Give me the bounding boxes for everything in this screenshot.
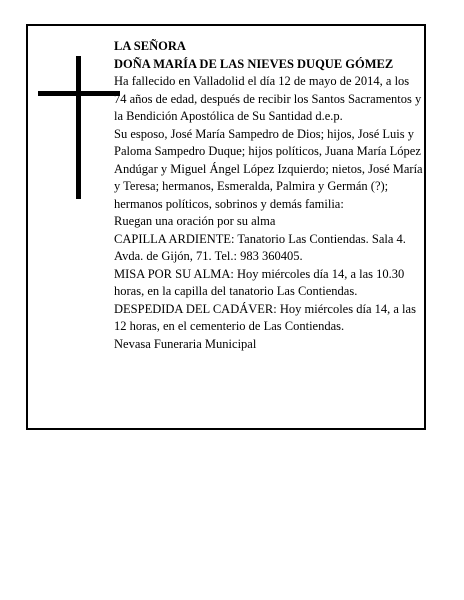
cross-horizontal-bar: [38, 91, 120, 96]
latin-cross-icon: [38, 56, 120, 199]
deceased-name: DOÑA MARÍA DE LAS NIEVES DUQUE GÓMEZ: [114, 56, 394, 71]
notice-title: LA SEÑORA: [114, 39, 186, 53]
funeral-home: Nevasa Funeraria Municipal: [114, 336, 257, 351]
farewell-info: DESPEDIDA DEL CADÁVER: Hoy miércoles día 14, a las 12 horas, en el cementerio de Las Contiendas.: [114, 301, 416, 333]
mass-info: MISA POR SU ALMA: Hoy miércoles día 14, a las 10.30 horas, en la capilla del tanatorio Las Contiendas.: [114, 266, 405, 298]
chapel-info: CAPILLA ARDIENTE: Tanatorio Las Contiendas. Sala 4. Avda. de Gijón, 71. Tel.: 983 360405.: [114, 231, 406, 263]
prayer-request: Ruegan una oración por su alma: [114, 214, 276, 228]
notice-text: [114, 38, 424, 353]
family-list: Su esposo, José María Sampedro de Dios; hijos, José Luis y Paloma Sampedro Duque; hijos políticos, Juana María López Andúgar y Miguel Ángel López Izquierdo; nietos, José María y Teresa; hermanos, Esmeralda, Palmira y Germán (?); hermanos políticos, sobrinos y demás familia:: [114, 126, 423, 211]
death-statement: Ha fallecido en Valladolid el día 12 de mayo de 2014, a los 74 años de edad, después de recibir los Santos Sacramentos y la Bendición Apostólica de Su Santidad d.e.p.: [114, 74, 422, 123]
cross-vertical-bar: [76, 56, 81, 199]
obituary-notice: [26, 24, 426, 430]
